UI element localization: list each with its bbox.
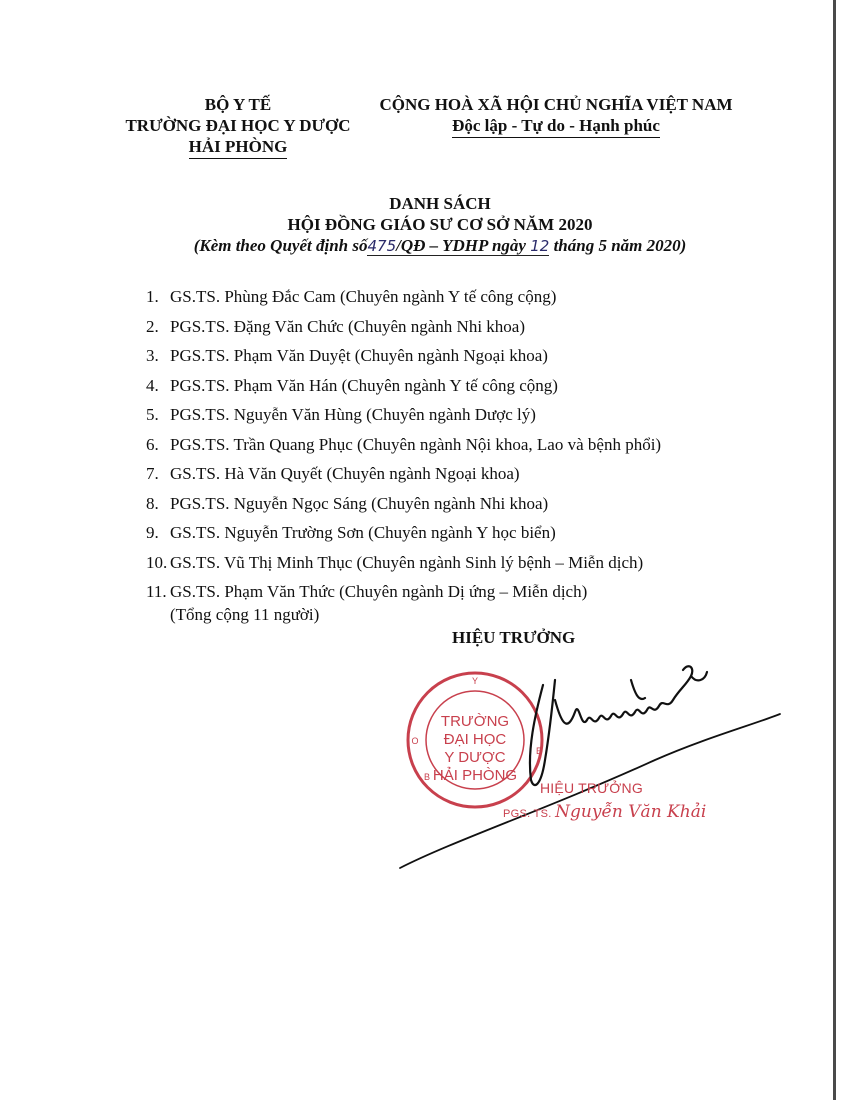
- signature-title: HIỆU TRƯỞNG: [452, 628, 576, 647]
- decision-date-suffix: tháng 5 năm 2020): [553, 236, 687, 255]
- document-title: [150, 193, 730, 256]
- member-list: [146, 282, 786, 607]
- national-motto: Độc lập - Tự do - Hạnh phúc: [452, 115, 660, 138]
- list-item: 7. GS.TS. Hà Văn Quyết (Chuyên ngành Ngoại khoa): [146, 464, 520, 483]
- nation-name: CỘNG HOÀ XÃ HỘI CHỦ NGHĨA VIỆT NAM: [379, 95, 733, 114]
- list-item: 6. PGS.TS. Trần Quang Phục (Chuyên ngành Nội khoa, Lao và bệnh phổi): [146, 434, 662, 454]
- seal-line-4: HẢI PHÒNG: [432, 767, 518, 784]
- school-seal: [408, 673, 542, 807]
- list-item: 3. PGS.TS. Phạm Văn Duyệt (Chuyên ngành Ngoại khoa): [146, 346, 548, 365]
- title-line-1: DANH SÁCH: [389, 194, 491, 213]
- signer-title: HIỆU TRƯỞNG: [540, 780, 643, 796]
- decision-code: /QĐ – YDHP ngày: [396, 236, 526, 255]
- decision-number: 475: [367, 237, 397, 255]
- signer-degree: PGS. TS.: [503, 808, 552, 820]
- decision-prefix: (Kèm theo Quyết định số: [193, 236, 368, 255]
- seal-ring-letter-y: Y: [471, 676, 479, 686]
- seal-ring-letter-o: O: [411, 736, 419, 746]
- school-city: HẢI PHÒNG: [189, 136, 288, 159]
- list-item: 2. PGS.TS. Đặng Văn Chức (Chuyên ngành Nhi khoa): [146, 316, 526, 336]
- list-item: 4. PGS.TS. Phạm Văn Hán (Chuyên ngành Y tế công cộng): [146, 375, 558, 395]
- header-right: [366, 94, 746, 138]
- seal-line-3: Y DƯỢC: [444, 749, 506, 766]
- title-line-2: HỘI ĐỒNG GIÁO SƯ CƠ SỞ NĂM 2020: [287, 215, 593, 234]
- list-item: 11. GS.TS. Phạm Văn Thức (Chuyên ngành Dị ứng – Miễn dịch): [146, 582, 588, 601]
- list-item: 8. PGS.TS. Nguyễn Ngọc Sáng (Chuyên ngành Nhi khoa): [146, 493, 549, 513]
- signer-name: Nguyễn Văn Khải: [555, 802, 707, 822]
- seal-ring-letter-b: B: [423, 772, 431, 782]
- ministry-name: BỘ Y TẾ: [204, 95, 272, 114]
- title-line-3: [150, 235, 730, 256]
- seal-ring-letter-e: E: [535, 746, 543, 756]
- seal-line-2: ĐẠI HỌC: [443, 731, 507, 748]
- school-name: TRƯỜNG ĐẠI HỌC Y DƯỢC: [125, 116, 351, 135]
- header-left: [108, 94, 368, 159]
- seal-line-1: TRƯỜNG: [440, 713, 510, 730]
- scan-edge-line: [833, 0, 836, 1100]
- list-item: 5. PGS.TS. Nguyễn Văn Hùng (Chuyên ngành Dược lý): [146, 405, 536, 424]
- total-count: (Tổng cộng 11 người): [170, 605, 320, 624]
- list-item: 9. GS.TS. Nguyễn Trường Sơn (Chuyên ngành Y học biển): [146, 523, 556, 542]
- list-item: 10. GS.TS. Vũ Thị Minh Thục (Chuyên ngành Sinh lý bệnh – Miễn dịch): [146, 552, 644, 572]
- stamp-and-signature: [395, 640, 795, 870]
- signer-name-block: [503, 802, 706, 822]
- decision-day: 12: [530, 237, 550, 255]
- list-item: 1. GS.TS. Phùng Đắc Cam (Chuyên ngành Y tế công cộng): [146, 287, 557, 306]
